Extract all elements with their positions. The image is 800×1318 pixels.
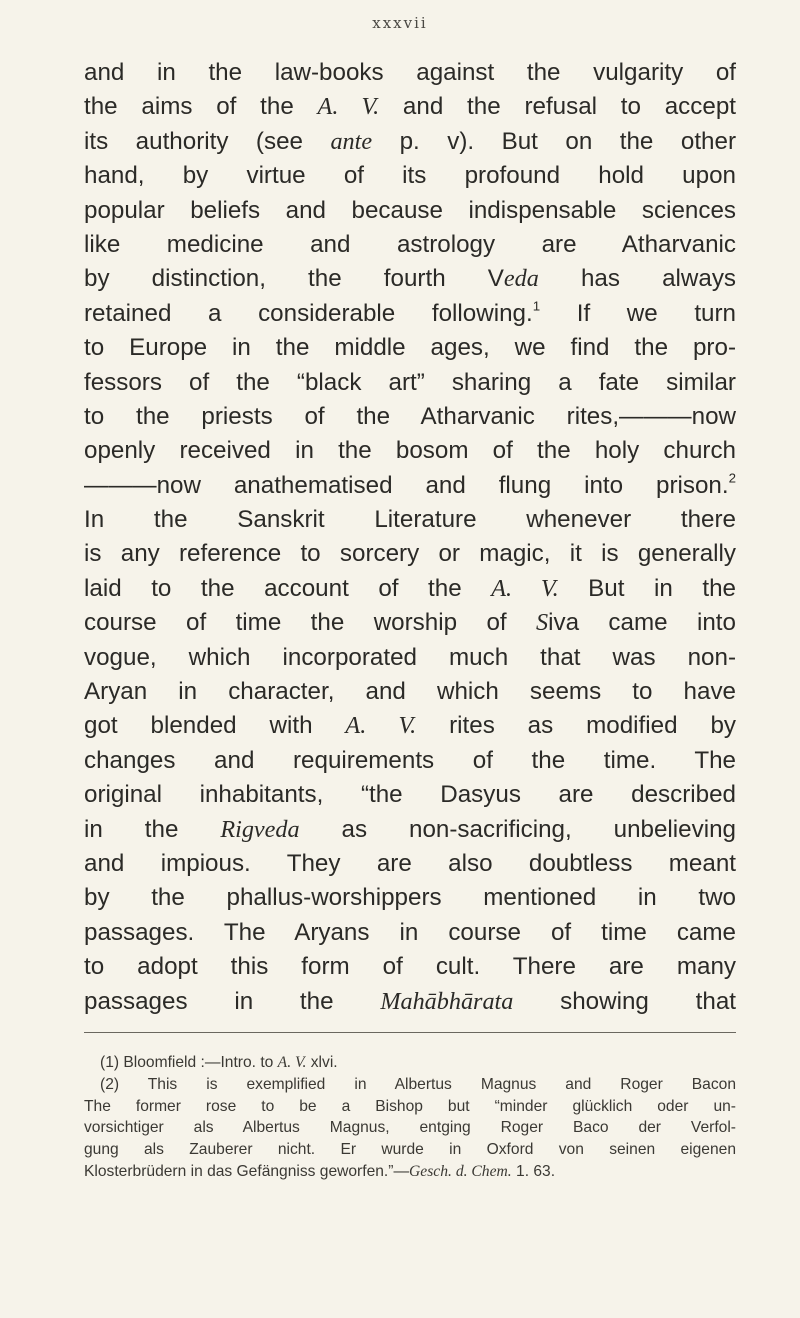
text-line (84, 950, 736, 984)
text-line (84, 56, 736, 90)
text-run: Aryan in character, and which seems to have (84, 678, 736, 706)
text-line (84, 228, 736, 262)
text-run: If we turn (540, 299, 736, 327)
text-run: like medicine and astrology are Atharvanic (84, 230, 736, 258)
text-run: got blended with (84, 712, 346, 740)
text-run: gung als Zauberer nicht. Er wurde in Oxford von seinen eigenen (84, 1141, 736, 1159)
text-run: hand, by virtue of its profound hold upon (84, 162, 736, 190)
footnote-line (84, 1139, 736, 1161)
text-run: xlvi. (306, 1054, 338, 1071)
text-line (84, 778, 736, 812)
text-run: ———now anathematised and flung into prison. (84, 471, 729, 499)
footnote-divider (84, 1032, 736, 1033)
text-run: by the phallus-worshippers mentioned in two (84, 884, 736, 912)
text-line (84, 606, 736, 640)
text-run: by distinction, the fourth V (84, 265, 504, 293)
text-run: course of time the worship of (84, 609, 537, 637)
text-run: the aims of the (84, 93, 318, 121)
text-line (84, 400, 736, 434)
text-line (84, 641, 736, 675)
text-run: as non-sacrificing, unbelieving (299, 815, 737, 843)
italic-text: Gesch. d. Chem. (409, 1162, 512, 1180)
text-line (84, 469, 736, 503)
text-line (84, 331, 736, 365)
text-run: to the priests of the Atharvanic rites,———now (84, 402, 736, 430)
italic-text: eda (503, 265, 539, 293)
text-run: laid to the account of the (84, 574, 492, 602)
text-line (84, 813, 736, 847)
text-run: In the Sanskrit Literature whenever there (84, 506, 736, 534)
text-run: has always (538, 265, 737, 293)
text-line (84, 297, 736, 331)
footnote-line (84, 1117, 736, 1139)
text-run: iva came into (548, 609, 736, 637)
text-line (84, 709, 736, 743)
text-run: passages. The Aryans in course of time came (84, 918, 736, 946)
italic-text: Rigveda (220, 815, 300, 843)
text-run: (1) Bloomfield :—Intro. to (100, 1054, 278, 1071)
text-run: 1. 63. (511, 1162, 556, 1180)
text-line (84, 262, 736, 296)
text-run: fessors of the “black art” sharing a fate similar (84, 368, 736, 396)
text-run: original inhabitants, “the Dasyus are described (84, 781, 736, 809)
text-line (84, 675, 736, 709)
text-run: popular beliefs and because indispensable sciences (84, 196, 736, 224)
text-line (84, 90, 736, 124)
text-run: its authority (see (84, 127, 331, 155)
text-run: passages in the (84, 987, 381, 1015)
italic-text: S (536, 609, 549, 637)
text-run: The former rose to be a Bishop but “minder glücklich oder un- (84, 1097, 736, 1115)
page-number: xxxvii (372, 14, 428, 32)
text-line (84, 847, 736, 881)
italic-text: A. V. (317, 93, 380, 121)
text-run: and the refusal to accept (379, 93, 736, 121)
text-run: and in the law-books against the vulgarity of (84, 59, 736, 86)
italic-text: A. V. (345, 712, 417, 740)
text-run: and impious. They are also doubtless meant (84, 849, 736, 877)
text-line (84, 881, 736, 915)
text-run: retained a considerable following. (84, 299, 533, 327)
italic-text: ante (330, 127, 373, 155)
text-run: vorsichtiger als Albertus Magnus, entging Roger Baco der Verfol- (84, 1119, 736, 1137)
text-run: changes and requirements of the time. The (84, 746, 736, 774)
italic-text: A. V. (491, 574, 559, 602)
text-run: showing that (513, 987, 736, 1015)
text-run: p. v). But on the other (372, 127, 736, 155)
text-run: is any reference to sorcery or magic, it is generally (84, 540, 736, 568)
text-run: vogue, which incorporated much that was non- (84, 643, 736, 671)
text-run: openly received in the bosom of the holy church (84, 437, 736, 465)
footnote-line (84, 1096, 736, 1118)
text-line (84, 916, 736, 950)
text-line (84, 366, 736, 400)
footnote-marker: 1 (532, 298, 541, 314)
text-run: But in the (558, 574, 737, 602)
text-line (84, 744, 736, 778)
body-text (84, 56, 736, 1019)
text-line (84, 985, 736, 1019)
text-run: in the (84, 815, 221, 843)
text-run: (2) This is exemplified in Albertus Magnus and Roger Bacon (100, 1075, 736, 1093)
text-line (84, 194, 736, 228)
text-line (84, 572, 736, 606)
footnote-line (84, 1161, 736, 1183)
text-line (84, 537, 736, 571)
text-run: to adopt this form of cult. There are many (84, 953, 736, 981)
text-run: rites as modified by (416, 712, 736, 740)
footnotes (84, 1052, 736, 1183)
text-run: to Europe in the middle ages, we find the pro- (84, 334, 736, 362)
text-line (84, 434, 736, 468)
footnote-line (84, 1074, 736, 1096)
text-line (84, 503, 736, 537)
text-line (84, 159, 736, 193)
footnote-line (84, 1052, 736, 1074)
italic-text: Mahābhārata (380, 987, 514, 1015)
italic-text: A. V. (277, 1054, 307, 1071)
text-run: Klosterbrüdern in das Gefängniss geworfen.”— (84, 1162, 410, 1180)
text-line (84, 125, 736, 159)
footnote-marker: 2 (728, 470, 736, 486)
